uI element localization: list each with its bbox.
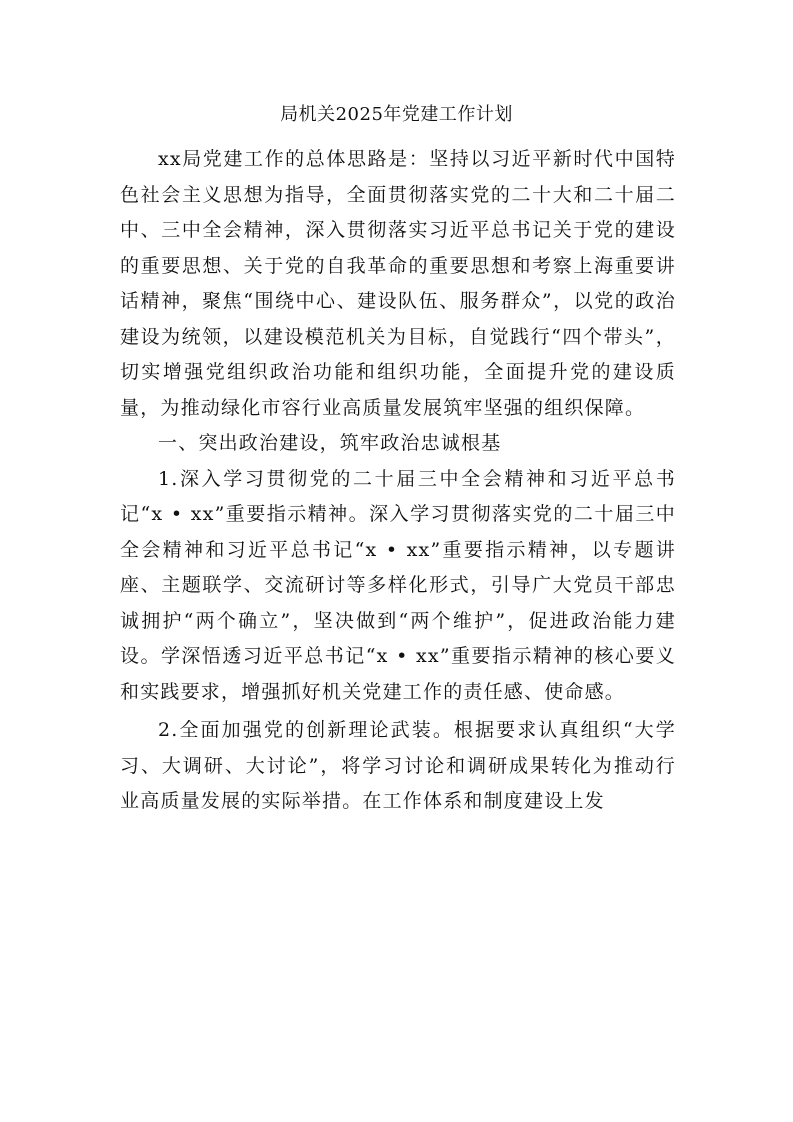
- document-body: [120, 142, 676, 820]
- intro-paragraph: xx局党建工作的总体思路是：坚持以习近平新时代中国特色社会主义思想为指导，全面贯彻落实党的二十大和二十届二中、三中全会精神，深入贯彻落实习近平总书记关于党的建设的重要思想、关于党的自我革命的重要思想和考察上海重要讲话精神，聚焦“围绕中心、建设队伍、服务群众”，以党的政治建设为统领，以建设模范机关为目标，自觉践行“四个带头”，切实增强党组织政治功能和组织功能，全面提升党的建设质量，为推动绿化市容行业高质量发展筑牢坚强的组织保障。: [120, 148, 676, 419]
- document-title: 局机关2025年党建工作计划: [280, 104, 513, 125]
- item-1-paragraph: 1.深入学习贯彻党的二十届三中全会精神和习近平总书记“x • xx”重要指示精神。深入学习贯彻落实党的二十届三中全会精神和习近平总书记“x • xx”重要指示精神，以专题讲座、主题联学、交流研讨等多样化形式，引导广大党员干部忠诚拥护“两个确立”，坚决做到“两个维护”，促进政治能力建设。学深悟透习近平总书记“x • xx”重要指示精神的核心要义和实践要求，增强抓好机关党建工作的责任感、使命感。: [120, 467, 676, 703]
- section-heading: 一、突出政治建设，筑牢政治忠诚根基: [158, 432, 502, 454]
- item-2-paragraph: 2.全面加强党的创新理论武装。根据要求认真组织“大学习、大调研、大讨论”，将学习讨论和调研成果转化为推动行业高质量发展的实际举措。在工作体系和制度建设上发: [120, 719, 676, 812]
